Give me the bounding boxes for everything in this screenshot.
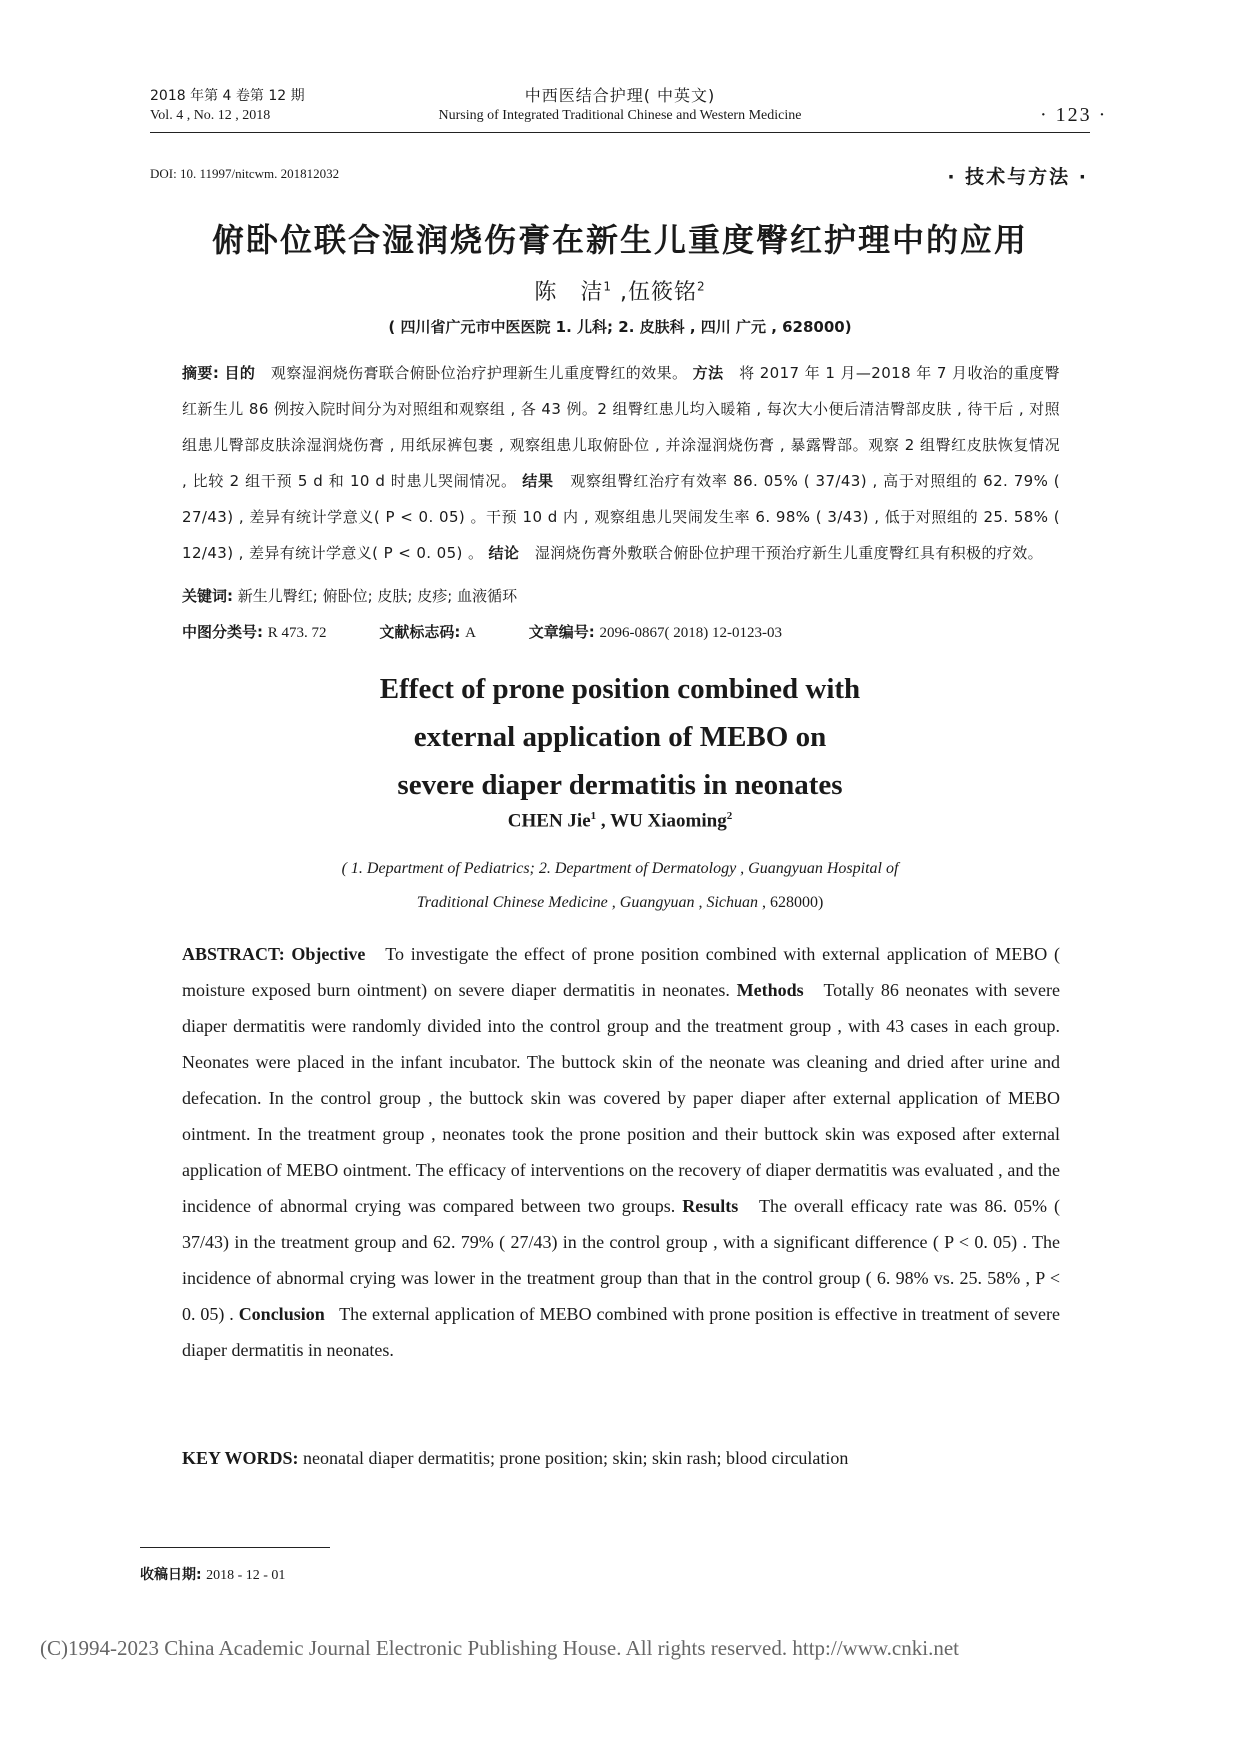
clc-code: R 473. 72 [267, 625, 327, 641]
copyright-watermark: (C)1994-2023 China Academic Journal Electronic Publishing House. All rights reserved. http://www.cnki.net [40, 1636, 959, 1660]
received-value: 2018 - 12 - 01 [206, 1568, 286, 1583]
keywords-en-label: KEY WORDS: [182, 1448, 299, 1468]
page-number: · 123 · [1040, 104, 1108, 126]
methods-cn: 将 2017 年 1 月—2018 年 7 月收治的重度臀红新生儿 86 例按入院时间分为对照组和观察组 , 各 43 例。2 组臀红患儿均入暖箱 , 每次大小便后清洁臀部皮肤 , 待干后 , 对照组患儿臀部皮肤涂湿润烧伤膏 , 用纸尿裤包裹 , 观察组患儿取俯卧位 , 并涂湿润烧伤膏 , 暴露臀部。观察 2 组臀红皮肤恢复情况 , 比较 2 组干预 5 d 和 10 d 时患儿哭闹情况。 [182, 364, 1060, 490]
author-en-sep: , [596, 810, 611, 832]
footnote-divider [140, 1547, 330, 1548]
objective-cn: 观察湿润烧伤膏联合俯卧位治疗护理新生儿重度臀红的效果。 [270, 364, 688, 382]
article-no: 2096-0867( 2018) 12-0123-03 [599, 625, 782, 641]
title-en [150, 665, 1090, 809]
header-divider [150, 132, 1090, 133]
issue-cn: 2018 年第 4 卷第 12 期 [150, 88, 305, 104]
running-header-issue [150, 86, 305, 126]
issue-en: Vol. 4 , No. 12 , 2018 [150, 108, 271, 123]
abstract-en-label: ABSTRACT: [182, 944, 285, 964]
results-cn: 观察组臀红治疗有效率 86. 05% ( 37/43) , 高于对照组的 62. 79% ( 27/43) , 差异有统计学意义( P < 0. 05) 。干预 10 d 内 , 观察组患儿哭闹发生率 6. 98% ( 3/43) , 低于对照组的 25. 58% ( 12/43) , 差异有统计学意义( P < 0. 05) 。 [182, 472, 1060, 562]
objective-en: To investigate the effect of prone position combined with external application of MEBO ( moisture exposed burn ointment) on severe diaper dermatitis in neonates. [182, 944, 1060, 1000]
received-date [140, 1564, 285, 1584]
author-sep: , [612, 280, 628, 305]
objective-label-cn: 目的 [224, 364, 256, 382]
running-header-journal [380, 86, 860, 126]
methods-en: Totally 86 neonates with severe diaper dermatitis were randomly divided into the control group and the treatment group , with 43 cases in each group. Neonates were placed in the infant incubator. The buttock skin of the neonate was cleaning and dried after urine and defecation. In the control group , the buttock skin was covered by paper diaper after external application of MEBO ointment. In the treatment group , neonates took the prone position and their buttock skin was exposed after external application of MEBO ointment. The efficacy of interventions on the recovery of diaper dermatitis was evaluated , and the incidence of abnormal crying was compared between two groups. [182, 980, 1060, 1216]
author-1-en: CHEN Jie [507, 810, 591, 832]
author-2-en-affil: 2 [726, 810, 733, 822]
author-2-affil: 2 [697, 279, 706, 294]
methods-label-en: Methods [736, 980, 804, 1000]
abstract-en [182, 936, 1060, 1368]
keywords-cn-label: 关键词: [182, 587, 233, 605]
authors-cn [150, 275, 1090, 306]
results-en: The overall efficacy rate was 86. 05% ( 37/43) in the treatment group and 62. 79% ( 27/43) in the control group , with a significant difference ( P < 0. 05) . The incidence of abnormal crying was lower in the treatment group than that in the control group ( 6. 98% vs. 25. 58% , P < 0. 05) . [182, 1196, 1060, 1324]
received-label: 收稿日期: [140, 1567, 202, 1583]
author-1-en-affil: 1 [590, 810, 597, 822]
keywords-cn [182, 578, 1060, 614]
title-en-line-2: external application of MEBO on [413, 721, 827, 753]
clc-label: 中图分类号: [182, 623, 263, 641]
keywords-en [182, 1440, 1060, 1476]
conclusion-label-cn: 结论 [488, 544, 520, 562]
doc-code: A [465, 625, 476, 641]
conclusion-cn: 湿润烧伤膏外敷联合俯卧位护理干预治疗新生儿重度臀红具有积极的疗效。 [534, 544, 1044, 562]
keywords-en-text: neonatal diaper dermatitis; prone position; skin; skin rash; blood circulation [303, 1448, 849, 1468]
results-label-en: Results [682, 1196, 739, 1216]
affiliation-en-line-2-italic: Traditional Chinese Medicine , Guangyuan , Sichuan [416, 894, 758, 911]
affiliation-en-line-2-tail: , 628000) [757, 894, 824, 911]
journal-name-cn: 中西医结合护理( 中英文) [524, 86, 716, 105]
author-1-affil: 1 [603, 279, 612, 294]
title-cn: 俯卧位联合湿润烧伤膏在新生儿重度臀红护理中的应用 [211, 221, 1028, 259]
doc-code-label: 文献标志码: [379, 623, 461, 641]
title-en-line-1: Effect of prone position combined with [379, 673, 861, 705]
journal-name-en: Nursing of Integrated Traditional Chinese and Western Medicine [438, 108, 802, 123]
affiliation-en-line-1: ( 1. Department of Pediatrics; 2. Department of Dermatology , Guangyuan Hospital of [341, 860, 899, 877]
affiliation-cn: ( 四川省广元市中医医院 1. 儿科; 2. 皮肤科 , 四川 广元 , 628000) [388, 318, 852, 336]
affiliation-en [150, 852, 1090, 920]
title-en-line-3: severe diaper dermatitis in neonates [397, 769, 843, 801]
methods-label-cn: 方法 [692, 364, 724, 382]
authors-en [150, 810, 1090, 832]
objective-label-en: Objective [291, 944, 366, 964]
author-2-en: WU Xiaoming [610, 810, 727, 832]
author-1-cn: 陈 洁 [534, 280, 604, 305]
abstract-cn-label: 摘要: [182, 364, 220, 382]
results-label-cn: 结果 [522, 472, 554, 490]
article-no-label: 文章编号: [528, 623, 595, 641]
conclusion-label-en: Conclusion [238, 1304, 325, 1324]
doi: DOI: 10. 11997/nitcwm. 201812032 [150, 166, 340, 181]
column-label: · 技术与方法 · [947, 166, 1088, 188]
affiliation-en-line-2 [150, 886, 1090, 920]
abstract-cn [182, 355, 1060, 571]
conclusion-en: The external application of MEBO combined with prone position is effective in treatment of severe diaper dermatitis in neonates. [182, 1304, 1061, 1360]
author-2-cn: 伍筱铭 [628, 280, 698, 305]
classification-cn [182, 614, 1060, 651]
keywords-cn-text: 新生儿臀红; 俯卧位; 皮肤; 皮疹; 血液循环 [237, 587, 518, 605]
